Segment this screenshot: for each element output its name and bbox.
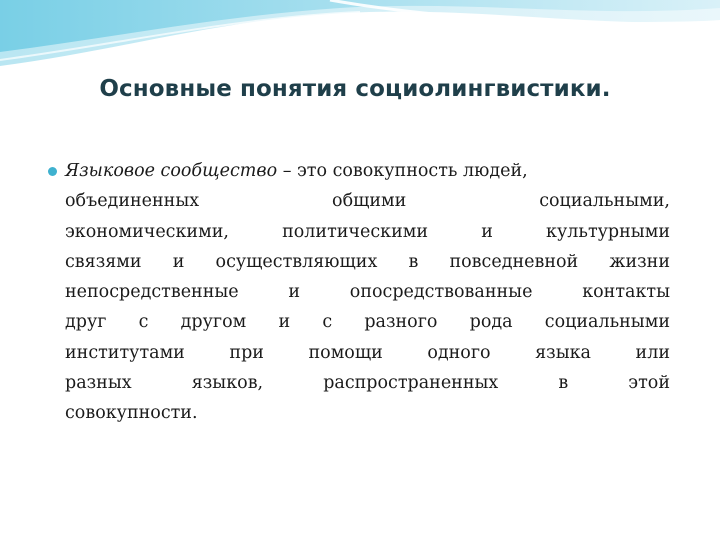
definition-line: институтами при помощи одного языка или [65,342,670,363]
definition-line: друг с другом и с разного рода социальными [65,312,670,333]
slide-title: Основные понятия социолингвистики. [99,76,611,102]
definition-line: Языковое сообщество – это совокупность людей, [65,161,528,181]
term: Языковое сообщество [65,161,278,181]
definition-line: непосредственные и опосредствованные контакты [65,282,670,303]
header-wave-decoration [0,0,720,80]
list-item [48,156,670,429]
bullet-icon [48,167,57,176]
definition-line: совокупности. [65,403,198,424]
definition-line: связями и осуществляющих в повседневной жизни [65,251,670,272]
definition-line: разных языков, распространенных в этой [65,373,670,394]
bullet-list [48,156,670,429]
definition-line: объединенных общими социальными, [65,191,670,212]
definition-line: экономическими, политическими и культурными [65,221,670,242]
